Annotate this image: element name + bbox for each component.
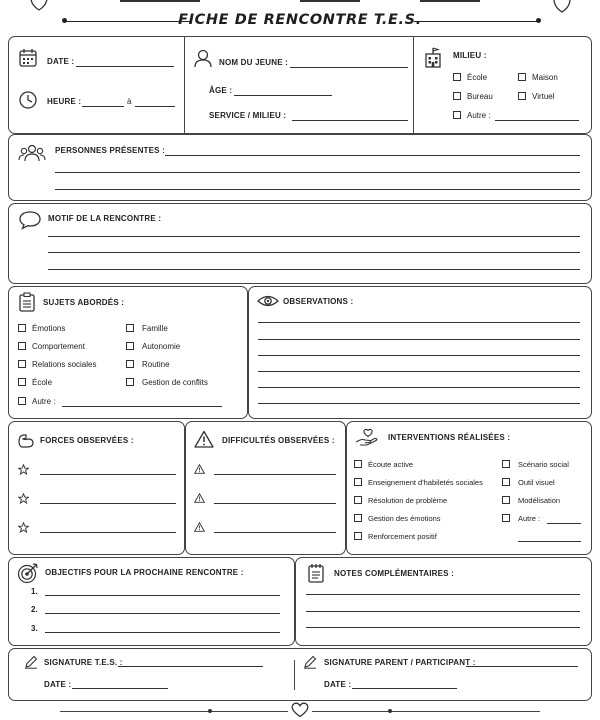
difficultes-line[interactable] [214,532,336,533]
motif-line[interactable] [48,236,580,237]
warning-icon [194,493,205,503]
option-scenario-social: Scénario social [518,460,569,469]
warning-icon [194,430,214,448]
pen-icon [24,655,38,669]
observations-line[interactable] [258,339,580,340]
speech-bubble-icon [18,210,42,230]
checkbox-bureau[interactable] [453,92,461,100]
observations-line[interactable] [258,387,580,388]
clipboard-icon [18,292,36,312]
checkbox-famille[interactable] [126,324,134,332]
checkbox-gestion-emotions[interactable] [354,514,362,522]
motif-label: MOTIF DE LA RENCONTRE : [48,214,162,223]
observations-line[interactable] [258,355,580,356]
milieu-label: MILIEU : [453,51,487,60]
observations-line[interactable] [258,403,580,404]
checkbox-comportement[interactable] [18,342,26,350]
notes-line[interactable] [306,611,580,612]
checkbox-relations-sociales[interactable] [18,360,26,368]
forces-label: FORCES OBSERVÉES : [40,436,134,445]
checkbox-autre-sujet[interactable] [18,397,26,405]
clock-icon [18,90,38,110]
checkbox-ecole[interactable] [453,73,461,81]
option-autre-sujet: Autre : [32,397,56,406]
footer-dot [208,709,212,713]
signature-parent-label: SIGNATURE PARENT / PARTICIPANT : [324,658,476,667]
service-label: SERVICE / MILIEU : [209,111,287,120]
divider [413,37,414,133]
divider [294,660,295,690]
calendar-icon [18,48,38,68]
star-icon [18,493,29,504]
option-ecoute-active: Écoute active [368,460,414,469]
checkbox-outil-visuel[interactable] [502,478,510,486]
checkbox-modelisation[interactable] [502,496,510,504]
heure-separator: à [127,97,132,106]
notes-line[interactable] [306,594,580,595]
signature-tes-date-label: DATE : [44,680,72,689]
objectifs-label: OBJECTIFS POUR LA PROCHAINE RENCONTRE : [45,568,244,577]
option-gestion-emotions: Gestion des émotions [368,514,441,523]
divider [184,37,185,133]
footer-rule-left [60,711,288,712]
checkbox-routine[interactable] [126,360,134,368]
title-rule-right [414,21,538,22]
signature-parent-date-label: DATE : [324,680,352,689]
objectif-number: 2. [31,605,38,614]
objectif-line[interactable] [45,632,280,633]
sujets-label: SUJETS ABORDÉS : [43,298,125,307]
signature-parent-field[interactable] [466,666,578,667]
checkbox-virtuel[interactable] [518,92,526,100]
personnes-line[interactable] [55,172,580,173]
checkbox-maison[interactable] [518,73,526,81]
top-border-line [120,0,200,2]
checkbox-emotions[interactable] [18,324,26,332]
heure-label: HEURE : [47,97,82,106]
forces-line[interactable] [40,503,176,504]
school-icon [423,46,443,68]
option-famille: Famille [142,324,168,333]
sujets-autre-field[interactable] [62,406,222,407]
option-maison: Maison [532,73,558,82]
observations-line[interactable] [258,371,580,372]
option-gestion-conflits: Gestion de conflits [142,378,208,387]
age-label: ÂGE : [209,86,233,95]
notes-label: NOTES COMPLÉMENTAIRES : [334,569,455,578]
target-icon [17,562,39,584]
personnes-line[interactable] [165,155,580,156]
option-emotions: Émotions [32,324,66,333]
star-icon [18,522,29,533]
helping-hand-heart-icon [355,428,379,448]
service-field[interactable] [292,120,408,121]
forces-line[interactable] [40,532,176,533]
title-dot [536,18,541,23]
option-relations-sociales: Relations sociales [32,360,97,369]
option-ecole-sujet: École [32,378,53,387]
heure-end-field[interactable] [135,106,175,107]
checkbox-gestion-conflits[interactable] [126,378,134,386]
date-field[interactable] [76,66,174,67]
observations-line[interactable] [258,322,580,323]
footer-rule-right [312,711,540,712]
milieu-autre-field[interactable] [495,120,579,121]
option-modelisation: Modélisation [518,496,561,505]
heart-icon [30,0,48,12]
difficultes-label: DIFFICULTÉS OBSERVÉES : [222,436,335,445]
objectif-number: 3. [31,624,38,633]
checkbox-habiletes-sociales[interactable] [354,478,362,486]
option-ecole: École [467,73,488,82]
motif-line[interactable] [48,269,580,270]
option-autre-intervention: Autre : [518,514,541,523]
checkbox-ecoute-active[interactable] [354,460,362,468]
objectif-line[interactable] [45,595,280,596]
personnes-label: PERSONNES PRÉSENTES : [55,146,166,155]
signature-tes-field[interactable] [118,666,263,667]
strength-icon [17,431,35,449]
heart-icon [553,0,571,14]
observations-label: OBSERVATIONS : [283,297,354,306]
user-icon [193,48,213,68]
warning-icon [194,464,205,474]
objectif-line[interactable] [45,613,280,614]
option-outil-visuel: Outil visuel [518,478,555,487]
option-habiletes-sociales: Enseignement d'habiletés sociales [368,478,483,487]
checkbox-autonomie[interactable] [126,342,134,350]
signature-tes-date-field[interactable] [72,688,168,689]
objectif-number: 1. [31,587,38,596]
star-icon [18,464,29,475]
signature-tes-label: SIGNATURE T.E.S. : [44,658,123,667]
pen-icon [303,655,317,669]
option-resolution-probleme: Résolution de problème [368,496,448,505]
checkbox-ecole-sujet[interactable] [18,378,26,386]
motif-line[interactable] [48,252,580,253]
signatures-section [8,648,592,701]
option-virtuel: Virtuel [532,92,555,101]
group-icon [18,143,46,163]
personnes-line[interactable] [55,189,580,190]
difficultes-line[interactable] [214,474,336,475]
nom-label: NOM DU JEUNE : [219,58,289,67]
checkbox-autre-intervention[interactable] [502,514,510,522]
notepad-icon [307,563,325,583]
heure-start-field[interactable] [82,106,124,107]
top-border-line [420,0,480,2]
difficultes-line[interactable] [214,503,336,504]
option-routine: Routine [142,360,170,369]
personnes-section [8,134,592,201]
warning-icon [194,522,205,532]
age-field[interactable] [234,95,332,96]
eye-icon [257,293,279,309]
option-autre: Autre : [467,111,491,120]
interventions-autre-field[interactable] [518,541,581,542]
top-border-line [300,0,360,2]
checkbox-autre[interactable] [453,111,461,119]
nom-field[interactable] [290,67,408,68]
signature-parent-date-field[interactable] [352,688,457,689]
option-autonomie: Autonomie [142,342,181,351]
date-label: DATE : [47,57,75,66]
checkbox-renforcement-positif[interactable] [354,532,362,540]
option-bureau: Bureau [467,92,493,101]
interventions-autre-field[interactable] [547,523,581,524]
notes-line[interactable] [306,627,580,628]
checkbox-scenario-social[interactable] [502,460,510,468]
forces-line[interactable] [40,474,176,475]
page-title: FICHE DE RENCONTRE T.E.S. [178,12,422,28]
footer-dot [388,709,392,713]
page-header [0,0,600,40]
option-renforcement-positif: Renforcement positif [368,532,437,541]
interventions-label: INTERVENTIONS RÉALISÉES : [388,433,511,442]
heart-icon [291,702,309,718]
option-comportement: Comportement [32,342,85,351]
checkbox-resolution-probleme[interactable] [354,496,362,504]
